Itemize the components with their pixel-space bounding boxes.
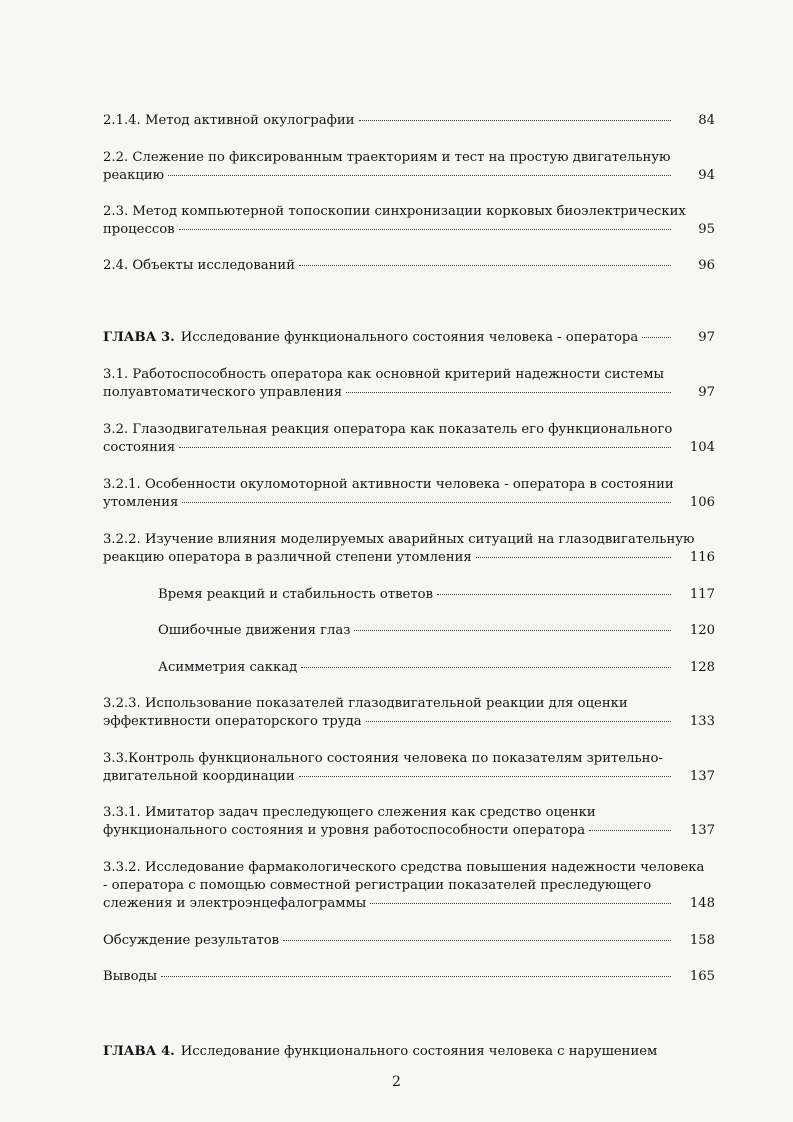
toc-page-number: 148 xyxy=(689,896,715,911)
toc-entry xyxy=(103,421,715,457)
dot-leader xyxy=(642,336,671,338)
toc-entry-title: Асимметрия саккад xyxy=(158,660,298,675)
toc-entry xyxy=(103,366,715,402)
toc-entry-title-cont: слежения и электроэнцефалограммы xyxy=(103,896,367,911)
dot-leader xyxy=(299,264,671,266)
dot-leader xyxy=(359,119,672,121)
toc-entry-title: 3.2.3. Использование показателей глазодвигательной реакции для оценки xyxy=(103,696,628,711)
toc-page-number: 104 xyxy=(689,440,715,455)
toc-page-number: 120 xyxy=(689,623,715,638)
toc-entry-title-cont: процессов xyxy=(103,222,175,237)
toc-entry xyxy=(103,149,715,185)
toc-entry-title: 3.1. Работоспособность оператора как основной критерий надежности системы xyxy=(103,367,664,382)
toc-page-number: 137 xyxy=(689,769,715,784)
dot-leader xyxy=(299,775,671,777)
toc-chapter-heading xyxy=(103,329,715,347)
toc-entry-title-cont: функционального состояния и уровня работоспособности оператора xyxy=(103,823,586,838)
toc-entry-title: Ошибочные движения глаз xyxy=(158,623,351,638)
dot-leader xyxy=(179,228,671,230)
toc-entry-title: 2.3. Метод компьютерной топоскопии синхронизации корковых биоэлектрических xyxy=(103,204,686,219)
toc-entry xyxy=(103,968,715,986)
toc-entry xyxy=(103,804,715,840)
toc-entry-title: 3.3.1. Имитатор задач преследующего слежения как средство оценки xyxy=(103,805,596,820)
toc-entry-title: 3.2.1. Особенности окуломоторной активности человека - оператора в состоянии xyxy=(103,477,674,492)
toc-entry xyxy=(103,112,715,130)
toc-entry xyxy=(103,695,715,731)
toc-page-number: 95 xyxy=(698,222,715,237)
toc-page-number: 158 xyxy=(689,933,715,948)
toc-entry xyxy=(103,203,715,239)
dot-leader xyxy=(283,939,671,941)
toc-entry-title: 3.3.Контроль функционального состояния человека по показателям зрительно- xyxy=(103,751,663,766)
toc-page-number: 96 xyxy=(698,258,715,273)
toc-entry-title-cont: эффективности операторского труда xyxy=(103,714,362,729)
toc-entry-title-cont: утомления xyxy=(103,495,179,510)
chapter-title: Исследование функционального состояния человека с нарушением xyxy=(180,1044,658,1059)
dot-leader xyxy=(366,720,671,722)
toc-chapter-heading xyxy=(103,1043,715,1061)
chapter-label: ГЛАВА 3. xyxy=(103,330,175,345)
toc-entry xyxy=(103,750,715,786)
toc-entry-title-cont: двигательной координации xyxy=(103,769,295,784)
toc-entry-title: 2.2. Слежение по фиксированным траекториям и тест на простую двигательную xyxy=(103,150,671,165)
toc-entry xyxy=(103,476,715,512)
dot-leader xyxy=(476,556,671,558)
toc-subentry xyxy=(158,659,715,677)
chapter-label: ГЛАВА 4. xyxy=(103,1044,175,1059)
toc-entry xyxy=(103,531,715,567)
toc-entry xyxy=(103,257,715,275)
toc-subentry xyxy=(158,622,715,640)
dot-leader xyxy=(182,501,671,503)
toc-entry-title: 2.1.4. Метод активной окулографии xyxy=(103,113,355,128)
toc-page-number: 97 xyxy=(698,385,715,400)
toc-entry-title-cont: реакцию xyxy=(103,168,165,183)
dot-leader xyxy=(437,593,671,595)
toc-page-number: 97 xyxy=(698,330,715,345)
toc-entry-title: 3.3.2. Исследование фармакологического средства повышения надежности человека xyxy=(103,860,705,875)
dot-leader xyxy=(161,975,671,977)
toc-entry-title-cont: реакцию оператора в различной степени утомления xyxy=(103,550,472,565)
toc-page-number: 94 xyxy=(698,168,715,183)
dot-leader xyxy=(179,446,671,448)
toc-page-number: 137 xyxy=(689,823,715,838)
dot-leader xyxy=(589,829,671,831)
toc-page-number: 133 xyxy=(689,714,715,729)
dot-leader xyxy=(346,391,671,393)
toc-page-number: 84 xyxy=(698,113,715,128)
toc-page-number: 117 xyxy=(689,587,715,602)
toc-page-number: 106 xyxy=(689,495,715,510)
dot-leader xyxy=(354,629,671,631)
page-number: 2 xyxy=(392,1074,401,1090)
toc-page-number: 116 xyxy=(689,550,715,565)
toc-entry-title-cont: состояния xyxy=(103,440,176,455)
toc-entry-title-cont: - оператора с помощью совместной регистрации показателей преследующего xyxy=(103,878,652,893)
toc-entry-title: Выводы xyxy=(103,969,158,984)
toc-entry-title: 3.2.2. Изучение влияния моделируемых аварийных ситуаций на глазодвигательную xyxy=(103,532,695,547)
toc-entry xyxy=(103,932,715,950)
toc-entry-title: Обсуждение результатов xyxy=(103,933,280,948)
toc-entry-title-cont: полуавтоматического управления xyxy=(103,385,343,400)
toc-page-number: 128 xyxy=(689,660,715,675)
dot-leader xyxy=(370,902,671,904)
dot-leader xyxy=(168,174,671,176)
chapter-title: Исследование функционального состояния человека - оператора xyxy=(180,330,639,345)
toc-entry-title: Время реакций и стабильность ответов xyxy=(158,587,434,602)
dot-leader xyxy=(301,666,671,668)
toc-entry xyxy=(103,859,715,913)
toc-entry-title: 2.4. Объекты исследований xyxy=(103,258,295,273)
toc-entry-title: 3.2. Глазодвигательная реакция оператора как показатель его функционального xyxy=(103,422,673,437)
toc-subentry xyxy=(158,586,715,604)
toc-page-number: 165 xyxy=(689,969,715,984)
